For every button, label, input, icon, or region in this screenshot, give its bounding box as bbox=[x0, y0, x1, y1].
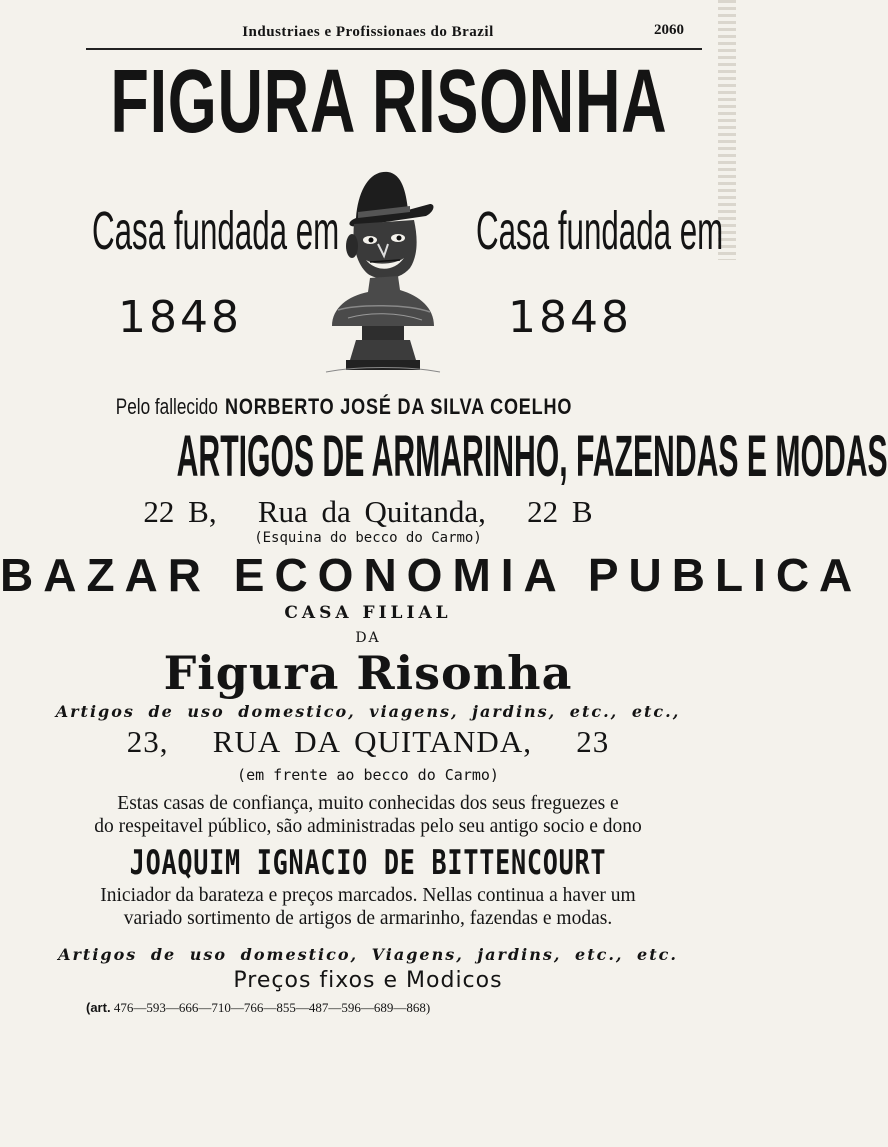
owner-name: JOAQUIM IGNACIO DE BITTENCOURT bbox=[129, 843, 607, 883]
branch-name: Figura Risonha bbox=[163, 646, 573, 700]
prices-note: Preços fixos e Modicos bbox=[233, 968, 503, 993]
address-main-note: (Esquina do becco do Carmo) bbox=[254, 530, 482, 546]
address-branch: 23, RUA DA QUITANDA, 23 bbox=[126, 724, 610, 759]
description-line-1: Estas casas de confiança, muito conhecidas dos seus freguezes e bbox=[117, 793, 619, 814]
laughing-man-bust-icon bbox=[318, 160, 448, 380]
description2-line-1: Iniciador da barateza e preços marcados. Nellas continua a haver um bbox=[100, 885, 636, 906]
page-number: 2060 bbox=[654, 22, 684, 38]
founded-label-left: Casa fundada em bbox=[92, 201, 340, 261]
branch-goods: Artigos de uso domestico, viagens, jardins, etc., etc., bbox=[55, 702, 681, 721]
founder-line bbox=[0, 394, 736, 420]
goods-list-footer: Artigos de uso domestico, Viagens, jardins, etc., etc. bbox=[58, 945, 678, 964]
running-head: Industriaes e Profissionaes do Brazil bbox=[242, 24, 494, 40]
description2-line-2: variado sortimento de artigos de armarinho, fazendas e modas. bbox=[123, 908, 613, 929]
description-line-2: do respeitavel público, são administradas pelo seu antigo socio e dono bbox=[94, 816, 642, 837]
article-references bbox=[86, 1000, 430, 1016]
founder-prefix: Pelo fallecido bbox=[116, 394, 219, 419]
goods-heading: ARTIGOS DE ARMARINHO, FAZENDAS E MODAS bbox=[176, 424, 888, 489]
founded-label-right: Casa fundada em bbox=[476, 201, 724, 261]
founded-year-left: 1848 bbox=[118, 292, 242, 343]
ad-title: FIGURA RISONHA bbox=[110, 52, 668, 152]
founder-name: NORBERTO JOSÉ DA SILVA COELHO bbox=[225, 394, 573, 419]
refs-numbers: 476—593—666—710—766—855—487—596—689—868) bbox=[113, 1000, 431, 1015]
header-rule bbox=[86, 48, 702, 50]
founded-year-right: 1848 bbox=[508, 292, 632, 343]
branch-of: DA bbox=[355, 630, 381, 646]
address-main: 22 B, Rua da Quitanda, 22 B bbox=[143, 494, 593, 529]
address-branch-note: (em frente ao becco do Carmo) bbox=[237, 766, 499, 784]
branch-label: CASA FILIAL bbox=[284, 603, 452, 623]
refs-prefix: (art. bbox=[86, 1000, 111, 1015]
description-paragraph-2 bbox=[0, 884, 736, 930]
description-paragraph bbox=[0, 792, 736, 838]
bazar-heading: BAZAR ECONOMIA PUBLICA bbox=[0, 549, 863, 601]
